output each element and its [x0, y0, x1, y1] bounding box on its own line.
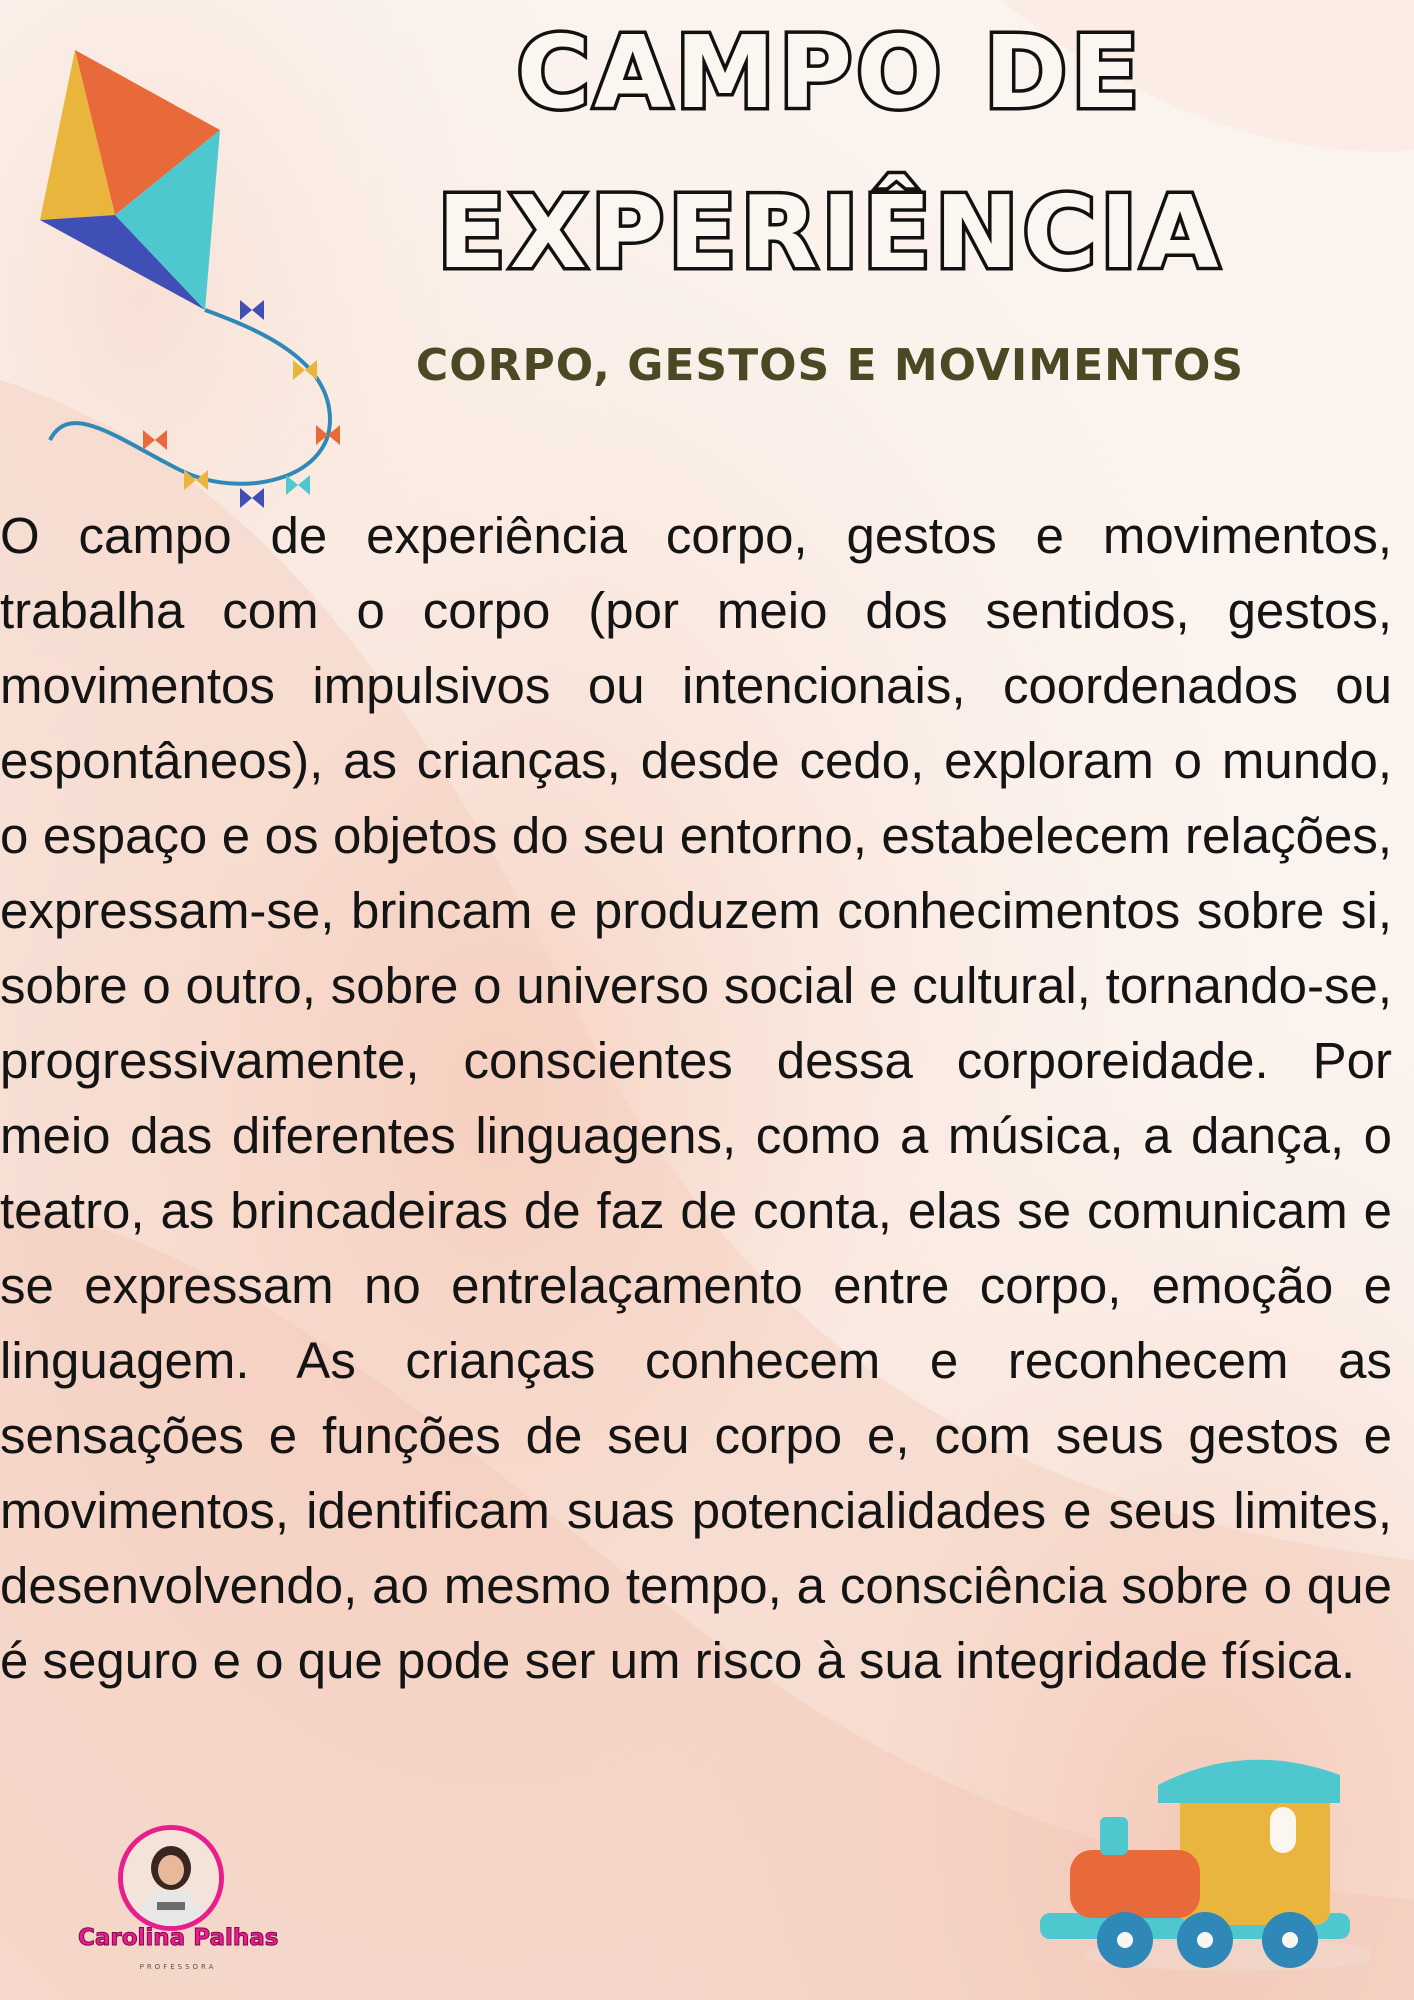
- title-line-1: CAMPO DE: [516, 14, 1144, 131]
- author-role: PROFESSORA: [139, 1963, 217, 1971]
- subtitle: CORPO, GESTOS E MOVIMENTOS: [415, 340, 1245, 391]
- author-name: Carolina Palhas: [78, 1925, 279, 1951]
- author-avatar: [118, 1825, 224, 1931]
- title-line-2: EXPERIÊNCIA: [437, 174, 1223, 291]
- body-paragraph: O campo de experiência corpo, gestos e movimentos, trabalha com o corpo (por meio dos sentidos, gestos, movimentos impulsivos ou intencionais, coordenados ou espontâneos), as crianças, desde cedo, exploram o mundo, o espaço e os objetos do seu entorno, estabelecem relações, expressam-se, brincam e produzem conhecimentos sobre si, sobre o outro, sobre o universo social e cultural, tornando-se, progressivamente, conscientes dessa corporeidade. Por meio das diferentes linguagens, como a música, a dança, o teatro, as brincadeiras de faz de conta, elas se comunicam e se expressam no entrelaçamento entre corpo, emoção e linguagem. As crianças conhecem e reconhecem as sensações e funções de seu corpo e, com seus gestos e movimentos, identificam suas potencialidades e seus limites, desenvolvendo, ao mesmo tempo, a consciência sobre o que é seguro e o que pode ser um risco à sua integridade física.: [0, 507, 1392, 1689]
- toy-train-illustration: [1040, 1745, 1370, 1985]
- author-logo: [78, 1825, 278, 1990]
- kite-illustration: [30, 40, 370, 510]
